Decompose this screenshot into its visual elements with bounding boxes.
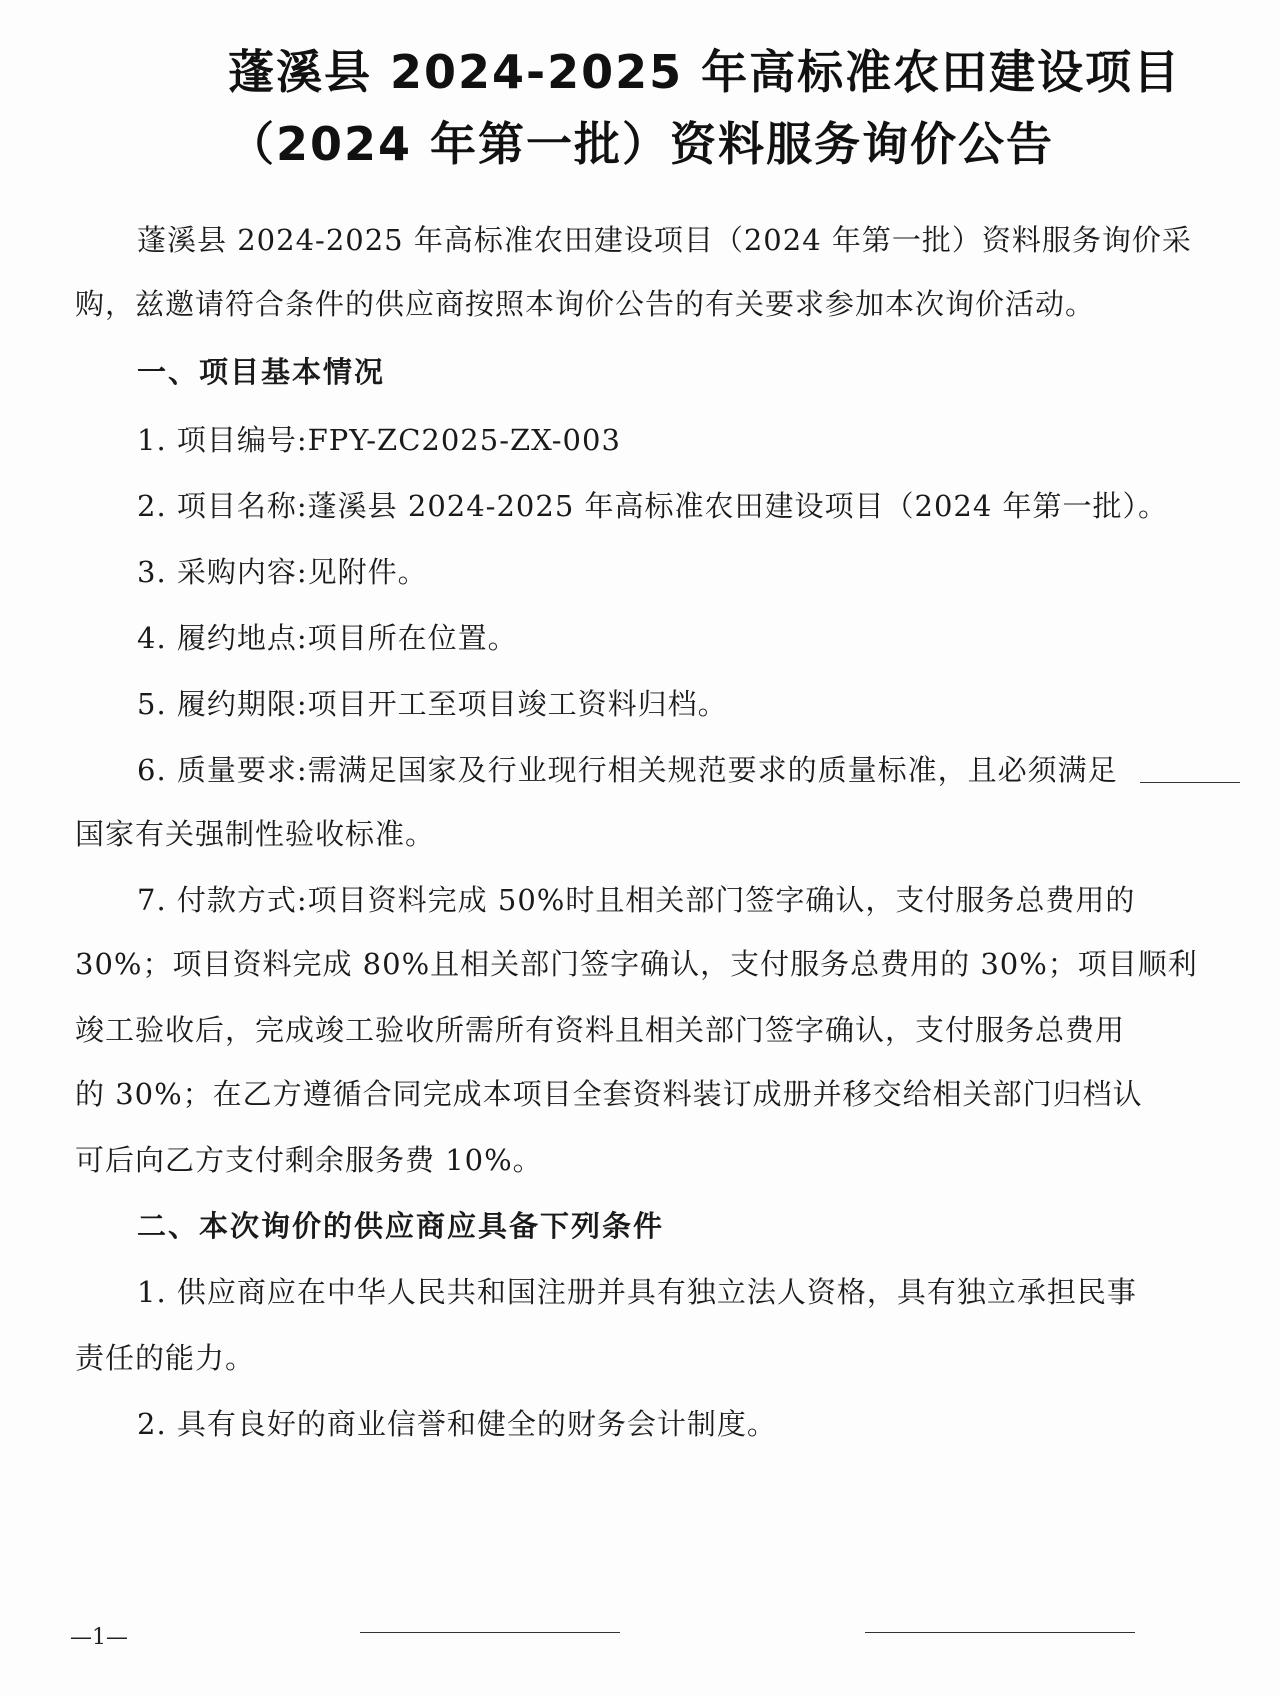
scan-artifact-line [865,1632,1135,1633]
item-2-project-name: 2. 项目名称:蓬溪县 2024-2025 年高标准农田建设项目（2024 年第一批）。 [137,489,1169,523]
item-3-procurement-content: 3. 采购内容:见附件。 [137,555,428,589]
item-4-performance-location: 4. 履约地点:项目所在位置。 [137,621,518,655]
section-2-heading: 二、本次询价的供应商应具备下列条件 [137,1209,665,1243]
item-7-payment-line-5: 可后向乙方支付剩余服务费 10%。 [75,1143,543,1177]
item-1-project-number: 1. 项目编号:FPY-ZC2025-ZX-003 [137,423,621,457]
item-6-quality-line-2: 国家有关强制性验收标准。 [75,817,436,851]
condition-2: 2. 具有良好的商业信誉和健全的财务会计制度。 [137,1407,777,1441]
scan-artifact-line [360,1632,620,1633]
page-number: —1— [70,1625,128,1650]
item-7-payment-line-2: 30%；项目资料完成 80%且相关部门签字确认，支付服务总费用的 30%；项目顺利 [75,947,1198,981]
item-7-payment-line-1: 7. 付款方式:项目资料完成 50%时且相关部门签字确认，支付服务总费用的 [137,883,1136,917]
intro-paragraph-line-2: 购，兹邀请符合条件的供应商按照本询价公告的有关要求参加本次询价活动。 [75,287,1096,321]
item-7-payment-line-4: 的 30%；在乙方遵循合同完成本项目全套资料装订成册并移交给相关部门归档认 [75,1077,1143,1111]
item-7-payment-line-3: 竣工验收后，完成竣工验收所需所有资料且相关部门签字确认，支付服务总费用 [75,1013,1126,1047]
item-5-performance-period: 5. 履约期限:项目开工至项目竣工资料归档。 [137,687,728,721]
item-6-quality-line-1: 6. 质量要求:需满足国家及行业现行相关规范要求的质量标准，且必须满足 [137,753,1118,787]
section-1-heading: 一、项目基本情况 [137,355,386,389]
condition-1-line-1: 1. 供应商应在中华人民共和国注册并具有独立法人资格，具有独立承担民事 [137,1275,1137,1309]
document-title-line-2: （2024 年第一批）资料服务询价公告 [228,117,1055,171]
document-title-line-1: 蓬溪县 2024-2025 年高标准农田建设项目 [228,45,1182,99]
condition-1-line-2: 责任的能力。 [75,1341,256,1375]
scan-artifact-line [1140,782,1240,783]
intro-paragraph-line-1: 蓬溪县 2024-2025 年高标准农田建设项目（2024 年第一批）资料服务询价采 [137,223,1192,257]
